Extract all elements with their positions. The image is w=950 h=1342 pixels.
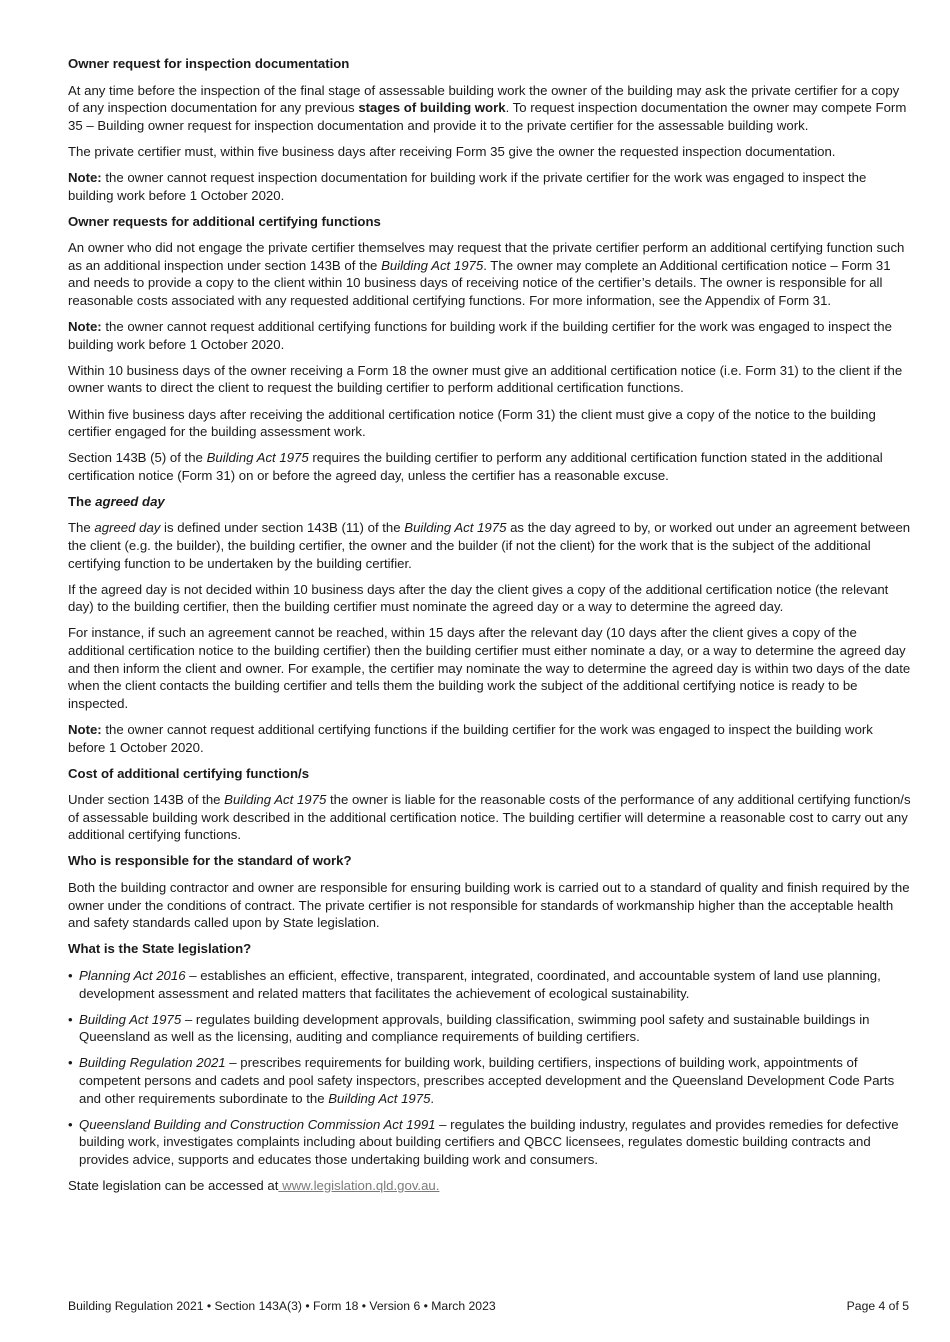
note-label: Note: <box>68 169 102 185</box>
list-item: • Building Act 1975 – regulates building development approvals, building classification, swimming pool safety and sustainable buildings in Queensland as well as the licensing, auditing and compliance requirements of building certifiers. <box>68 1011 870 1045</box>
paragraph: The private certifier must, within five business days after receiving Form 35 give the owner the requested inspection documentation. <box>68 143 836 159</box>
paragraph: Both the building contractor and owner are responsible for ensuring building work is carried out to a standard of quality and finish required by the owner under the conditions of contract. The private certifier is not responsible for standards of workmanship higher than the acceptable health and safety standards called upon by State legislation. <box>68 880 910 931</box>
note-label: Note: <box>68 721 102 737</box>
paragraph: The agreed day is defined under section 143B (11) of the Building Act 1975 as the day agreed to by, or worked out under an agreement between the client (e.g. the builder), the building certifier, the owner and the builder (if not the client) for the work that is the subject of the additional certifying function to be undertaken by the building certifier. <box>68 520 911 571</box>
section-heading-cost: Cost of additional certifying function/s <box>68 765 310 781</box>
bullet-marker: • <box>68 1011 73 1027</box>
paragraph: State legislation can be accessed at www.legislation.qld.gov.au. <box>68 1177 440 1193</box>
bullet-marker: • <box>68 967 73 983</box>
paragraph: If the agreed day is not decided within 10 business days after the day the client gives a copy of the additional certification notice (the relevant day) to the building certifier, then the building certifier must nominate the agreed day or a way to determine the agreed day. <box>68 581 889 615</box>
list-item: • Building Regulation 2021 – prescribes requirements for building work, building certifiers, inspections of building work, appointments of competent persons and cadets and pool safety inspectors, prescribes accepted development and the Queensland Development Code Parts and other requirements subordinate to the Building Act 1975. <box>68 1055 895 1106</box>
note-label: Note: <box>68 319 102 335</box>
legislation-list <box>68 967 913 1168</box>
legislation-link[interactable]: www.legislation.qld.gov.au. <box>278 1177 440 1193</box>
page-content <box>68 55 913 1203</box>
list-item: • Queensland Building and Construction Commission Act 1991 – regulates the building industry, regulates and provides remedies for defective building work, investigates complaints including about building certifiers and QBCC licensees, regulates domestic building contracts and provides advice, supports and educates those undertaking building work and consumers. <box>68 1116 899 1167</box>
paragraph: Section 143B (5) of the Building Act 1975 requires the building certifier to perform any additional certification function stated in the additional certification notice (Form 31) on or before the agreed day, unless the certifier has a reasonable excuse. <box>68 450 883 483</box>
paragraph: An owner who did not engage the private certifier themselves may request that the private certifier perform an additional certifying function such as an additional inspection under section 143B of the Building Act 1975. The owner may complete an Additional certification notice – Form 31 and needs to provide a copy to the client within 10 business days of receiving notice of the certifier’s details. The owner is responsible for all reasonable costs associated with any requested additional certifying functions. For more information, see the Appendix of Form 31. <box>68 240 905 309</box>
note: Note: the owner cannot request inspection documentation for building work if the private certifier for the work was engaged to inspect the building work before 1 October 2020. <box>68 169 867 203</box>
note: Note: the owner cannot request additional certifying functions for building work if the building certifier for the work was engaged to inspect the building work before 1 October 2020. <box>68 319 892 352</box>
footer-document-info: Building Regulation 2021 • Section 143A(3) • Form 18 • Version 6 • March 2023 <box>68 1299 496 1313</box>
paragraph: At any time before the inspection of the final stage of assessable building work the owner of the building may ask the private certifier for a copy of any inspection documentation for any previous stages of building work. To request inspection documentation the owner may compete Form 35 – Building owner request for inspection documentation and provide it to the private certifier for the assessable building work. <box>68 82 907 133</box>
bullet-marker: • <box>68 1116 73 1132</box>
bullet-marker: • <box>68 1055 73 1071</box>
paragraph: Under section 143B of the Building Act 1975 the owner is liable for the reasonable costs of the performance of any additional certifying function/s of assessable building work described in the additional certification notice. The building certifier will determine a reasonable cost to carry out any additional certifying functions. <box>68 792 911 843</box>
section-heading-state-legislation: What is the State legislation? <box>68 941 252 957</box>
note: Note: the owner cannot request additional certifying functions if the building certifier for the work was engaged to inspect the building work before 1 October 2020. <box>68 721 873 755</box>
section-heading-agreed-day: The agreed day <box>68 493 165 509</box>
page-footer <box>68 1298 909 1316</box>
paragraph: For instance, if such an agreement cannot be reached, within 15 days after the relevant day (10 days after the client gives a copy of the additional certification notice to the building certifier) then the building certifier must either nominate a day, or a way to determine the agreed day and then inform the client and owner. For example, the certifier may nominate the way to determine the agreed day is within two days of the date when the client contacts the building certifier and tells them the building work the subject of the additional certifying notice is ready to be inspected. <box>68 625 911 711</box>
section-heading-standard-of-work: Who is responsible for the standard of work? <box>68 853 352 869</box>
page-number: Page 4 of 5 <box>846 1299 909 1313</box>
list-item: • Planning Act 2016 – establishes an efficient, effective, transparent, integrated, coordinated, and accountable system of land use planning, development assessment and related matters that facilitates the achievement of ecological sustainability. <box>68 967 881 1001</box>
paragraph: Within 10 business days of the owner receiving a Form 18 the owner must give an additional certification notice (i.e. Form 31) to the client if the owner wants to direct the client to request the building certifier to perform additional certification functions. <box>68 362 903 396</box>
paragraph: Within five business days after receiving the additional certification notice (Form 31) the client must give a copy of the notice to the building certifier engaged for the building assessment work. <box>68 406 876 440</box>
section-heading-inspection-documentation: Owner request for inspection documentation <box>68 56 350 71</box>
section-heading-additional-certifying-functions: Owner requests for additional certifying functions <box>68 213 381 229</box>
